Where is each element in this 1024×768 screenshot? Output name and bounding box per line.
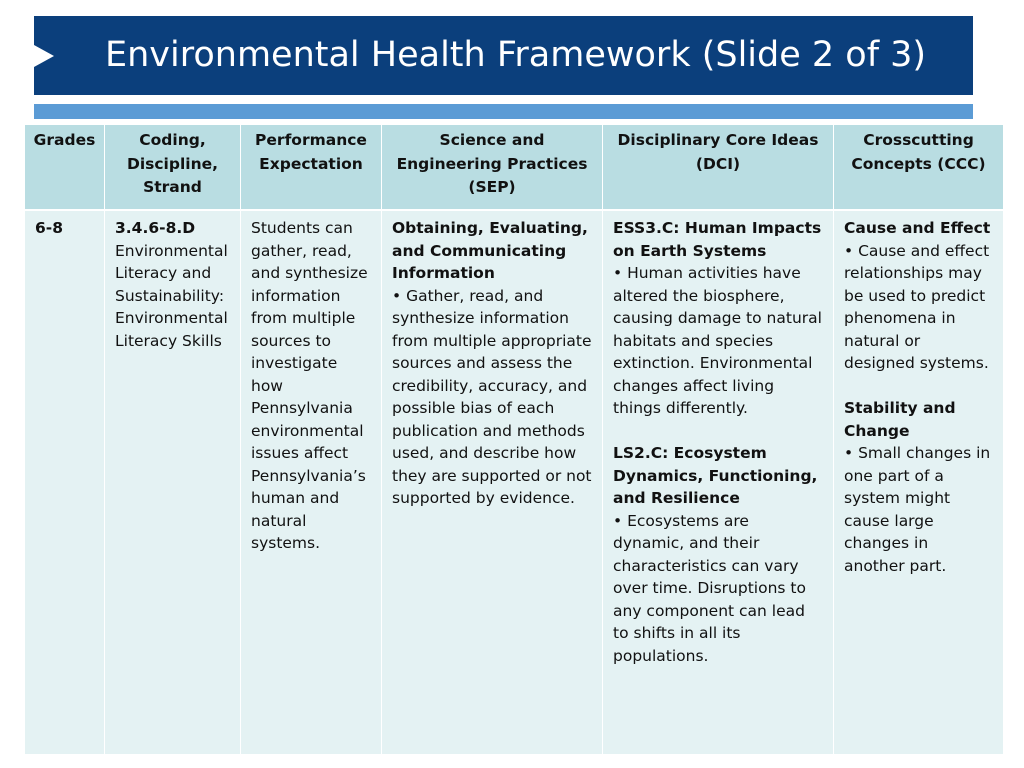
- dci-text-ess3c: • Human activities have altered the biosphere, causing damage to natural habitats and species extinction. Environmental changes affect living things differently.: [613, 264, 822, 417]
- header-ccc: Crosscutting Concepts (CCC): [834, 125, 1004, 211]
- dci-text-ls2c: • Ecosystems are dynamic, and their characteristics can vary over time. Disruptions to any component can lead to shifts in all its populations.: [613, 511, 806, 665]
- header-sep: Science and Engineering Practices (SEP): [382, 125, 603, 211]
- ccc-heading-cause-effect: Cause and Effect: [844, 219, 991, 237]
- sep-text: • Gather, read, and synthesize information from multiple appropriate sources and assess the credibility, accuracy, and possible bias of each publication and methods used, and describe how they are supported or not supported by evidence.: [392, 286, 592, 507]
- spacer: [613, 420, 823, 443]
- ccc-heading-stability-change: Stability and Change: [844, 399, 956, 440]
- dci-heading-ls2c: LS2.C: Ecosystem Dynamics, Functioning, and Resilience: [613, 444, 818, 507]
- table-row: [25, 210, 1004, 755]
- cell-sep: [382, 210, 603, 755]
- ccc-text-cause-effect: • Cause and effect relationships may be used to predict phenomena in natural or designed systems.: [844, 241, 990, 372]
- framework-table-container: [24, 124, 1003, 755]
- header-grades: Grades: [25, 125, 105, 211]
- grades-value: 6-8: [35, 219, 64, 237]
- sep-heading: Obtaining, Evaluating, and Communicating Information: [392, 219, 588, 282]
- spacer: [844, 375, 993, 398]
- header-coding: Coding, Discipline, Strand: [105, 125, 241, 211]
- coding-text: Environmental Literacy and Sustainability: Environmental Literacy Skills: [115, 241, 228, 350]
- dci-heading-ess3c: ESS3.C: Human Impacts on Earth Systems: [613, 219, 822, 260]
- slide-title: Environmental Health Framework (Slide 2 of 3): [105, 35, 927, 75]
- header-dci: Disciplinary Core Ideas (DCI): [603, 125, 834, 211]
- accent-bar: [34, 104, 973, 119]
- header-performance-expectation: Performance Expectation: [241, 125, 382, 211]
- cell-ccc: [834, 210, 1004, 755]
- performance-expectation-text: Students can gather, read, and synthesize information from multiple sources to investigate how Pennsylvania environmental issues affect Pennsylvania’s human and natural systems.: [251, 219, 368, 552]
- ccc-text-stability-change: • Small changes in one part of a system might cause large changes in another part.: [844, 444, 991, 575]
- cell-performance-expectation: [241, 210, 382, 755]
- framework-table: [24, 124, 1004, 755]
- coding-code: 3.4.6-8.D: [115, 219, 196, 237]
- cell-grades: [25, 210, 105, 755]
- cell-dci: [603, 210, 834, 755]
- cell-coding: [105, 210, 241, 755]
- title-arrow-notch: [34, 45, 54, 67]
- table-header-row: [25, 125, 1004, 211]
